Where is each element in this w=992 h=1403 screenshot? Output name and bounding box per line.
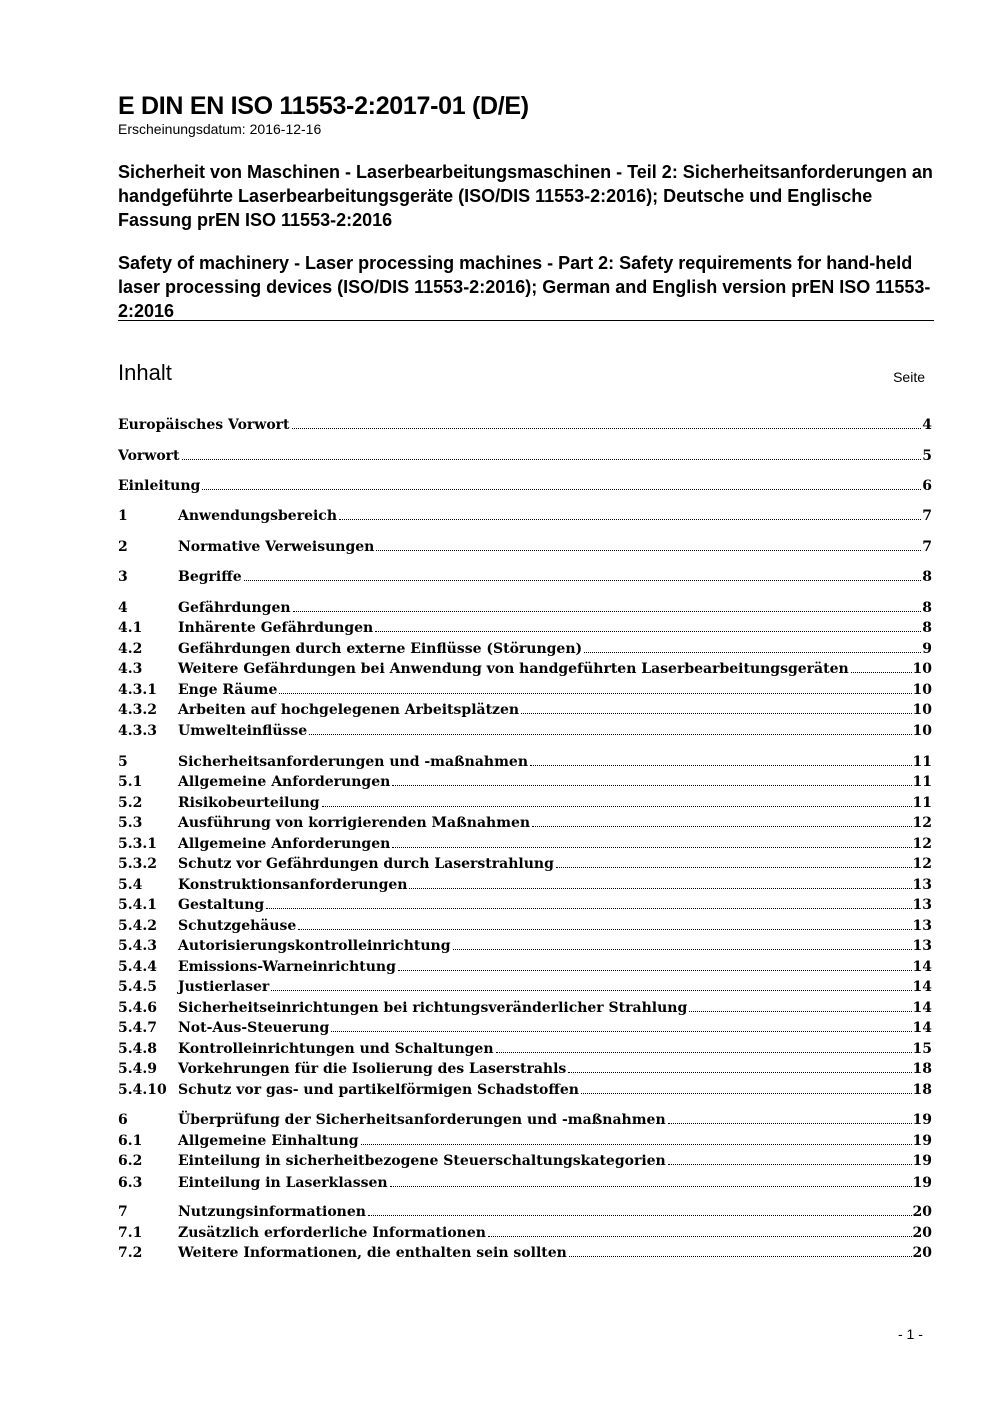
toc-dot-leader (279, 688, 911, 694)
toc-entry-number: 4.2 (118, 641, 143, 657)
toc-entry-number: 3 (118, 569, 128, 585)
toc-entry-title: Ausführung von korrigierenden Maßnahmen (178, 815, 531, 831)
toc-dot-leader (392, 780, 911, 786)
toc-entry[interactable] (118, 682, 932, 702)
toc-dot-leader (530, 760, 912, 766)
toc-dot-leader (398, 965, 912, 971)
toc-entry[interactable] (118, 774, 932, 794)
toc-dot-leader (292, 423, 922, 429)
toc-entry-title: Schutz vor gas- und partikelförmigen Schadstoffen (178, 1082, 579, 1098)
toc-entry-page: 11 (912, 754, 932, 770)
toc-dot-leader (568, 1067, 911, 1073)
toc-entry[interactable] (118, 856, 932, 876)
toc-dot-leader (851, 667, 912, 673)
toc-entry-number: 5 (118, 754, 128, 770)
toc-entry-page: 13 (912, 938, 932, 954)
toc-dot-leader (392, 842, 911, 848)
toc-entry-title: Weitere Gefährdungen bei Anwendung von handgeführten Laserbearbeitungsgeräten (178, 661, 849, 677)
toc-entry-title: Begriffe (178, 569, 242, 585)
toc-entry-page: 13 (912, 897, 932, 913)
toc-entry-page: 10 (912, 702, 932, 718)
toc-entry-page: 19 (912, 1112, 932, 1128)
toc-entry-title: Überprüfung der Sicherheitsanforderungen und -maßnahmen (178, 1112, 666, 1128)
toc-entry-page: 12 (912, 856, 932, 872)
toc-entry-number: 4.3.1 (118, 682, 157, 698)
toc-entry-page: 12 (912, 836, 932, 852)
toc-dot-leader (244, 575, 922, 581)
toc-dot-leader (668, 1118, 912, 1124)
toc-dot-leader (532, 821, 911, 827)
toc-entry-number: 5.4.1 (118, 897, 157, 913)
toc-entry-number: 4.1 (118, 620, 143, 636)
toc-entry-number: 5.4.8 (118, 1041, 157, 1057)
toc-entry-number: 5.4.4 (118, 959, 157, 975)
toc-dot-leader (298, 924, 911, 930)
toc-entry-number: 6 (118, 1112, 128, 1128)
toc-entry-page: 18 (912, 1061, 932, 1077)
toc-entry[interactable] (118, 979, 932, 999)
toc-entry[interactable] (118, 754, 932, 774)
toc-entry-page: 15 (912, 1041, 932, 1057)
toc-entry-title: Justierlaser (178, 979, 270, 995)
toc-entry-page: 20 (912, 1245, 932, 1261)
toc-dot-leader (409, 883, 911, 889)
toc-entry-page: 19 (912, 1175, 932, 1191)
toc-entry-page: 18 (912, 1082, 932, 1098)
toc-entry[interactable] (118, 1245, 932, 1265)
toc-entry-page: 10 (912, 661, 932, 677)
toc-entry-title: Sicherheitseinrichtungen bei richtungsveränderlicher Strahlung (178, 1000, 688, 1016)
toc-dot-leader (569, 1251, 912, 1257)
toc-entry-title: Anwendungsbereich (178, 508, 337, 524)
title-german: Sicherheit von Maschinen - Laserbearbeitungsmaschinen - Teil 2: Sicherheitsanforderungen an handgeführte Laserbearbeitungsgeräte (ISO/DIS 11553-2:2016); Deutsche und Englische Fassung prEN ISO 11553-2:2016 (118, 162, 933, 230)
toc-dot-leader (266, 903, 911, 909)
toc-dot-leader (496, 1047, 912, 1053)
publication-date-label: Erscheinungsdatum: (118, 121, 246, 137)
toc-dot-leader (581, 1088, 912, 1094)
toc-entry-page: 12 (912, 815, 932, 831)
toc-entry-page: 10 (912, 682, 932, 698)
toc-entry-page: 20 (912, 1204, 932, 1220)
toc-entry-number: 2 (118, 539, 128, 555)
toc-entry[interactable] (118, 1204, 932, 1224)
toc-entry[interactable] (118, 1153, 932, 1173)
toc-entry-title: Gefährdungen durch externe Einflüsse (Störungen) (178, 641, 583, 657)
toc-entry-number: 7.1 (118, 1225, 143, 1241)
toc-entry-number: 5.3 (118, 815, 143, 831)
toc-entry[interactable] (118, 1225, 932, 1245)
toc-entry-number: 5.2 (118, 795, 143, 811)
toc-entry-title: Sicherheitsanforderungen und -maßnahmen (178, 754, 529, 770)
toc-entry-title: Kontrolleinrichtungen und Schaltungen (178, 1041, 494, 1057)
toc-dot-leader (488, 1231, 912, 1237)
toc-heading: Inhalt (118, 360, 172, 385)
toc-entry[interactable] (118, 1112, 932, 1132)
toc-entry-number: 5.4.3 (118, 938, 157, 954)
toc-entry-title: Nutzungsinformationen (178, 1204, 366, 1220)
toc-entry[interactable] (118, 702, 932, 722)
toc-dot-leader (584, 647, 921, 653)
toc-entry-number: 7.2 (118, 1245, 143, 1261)
toc-entry-title: Allgemeine Anforderungen (178, 836, 391, 852)
toc-entry[interactable] (118, 661, 932, 681)
toc-entry-page: 5 (922, 448, 932, 464)
toc-entry-number: 5.4 (118, 877, 143, 893)
toc-entry-number: 5.4.5 (118, 979, 157, 995)
toc-entry[interactable] (118, 897, 932, 917)
toc-dot-leader (182, 454, 922, 460)
publication-date (118, 121, 321, 137)
toc-entry-number: 5.4.7 (118, 1020, 157, 1036)
toc-entry-page: 13 (912, 918, 932, 934)
toc-entry-title: Normative Verweisungen (178, 539, 375, 555)
toc-entry-page: 14 (912, 959, 932, 975)
toc-entry-title: Weitere Informationen, die enthalten sein sollten (178, 1245, 567, 1261)
toc-dot-leader (668, 1159, 912, 1165)
toc-entry-number: 4.3.3 (118, 723, 157, 739)
toc-entry-title: Inhärente Gefährdungen (178, 620, 374, 636)
toc-entry-page: 14 (912, 979, 932, 995)
toc-entry-title: Gestaltung (178, 897, 265, 913)
toc-entry[interactable] (118, 723, 932, 743)
toc-dot-leader (361, 1139, 912, 1145)
toc-entry-page: 6 (922, 478, 932, 494)
toc-entry-page: 9 (922, 641, 932, 657)
toc-entry-title: Vorwort (118, 448, 180, 464)
toc-dot-leader (202, 484, 921, 490)
toc-entry-number: 5.3.1 (118, 836, 157, 852)
toc-entry[interactable] (118, 815, 932, 835)
toc-dot-leader (368, 1210, 912, 1216)
toc-entry-page: 20 (912, 1225, 932, 1241)
toc-dot-leader (689, 1006, 911, 1012)
toc-entry[interactable] (118, 836, 932, 856)
toc-entry-number: 5.4.2 (118, 918, 157, 934)
toc-entry-title: Arbeiten auf hochgelegenen Arbeitsplätzen (178, 702, 520, 718)
toc-entry-title: Vorkehrungen für die Isolierung des Laserstrahls (178, 1061, 567, 1077)
toc-entry-number: 5.4.9 (118, 1061, 157, 1077)
toc-dot-leader (309, 729, 911, 735)
toc-entry-title: Umwelteinflüsse (178, 723, 308, 739)
toc-entry[interactable] (118, 1000, 932, 1020)
toc-entry-title: Allgemeine Einhaltung (178, 1133, 359, 1149)
toc-dot-leader (293, 606, 922, 612)
toc-entry-page: 4 (922, 417, 932, 433)
toc-entry[interactable] (118, 641, 932, 661)
toc-entry-page: 10 (912, 723, 932, 739)
toc-entry-title: Einleitung (118, 478, 201, 494)
toc-entry-number: 5.4.6 (118, 1000, 157, 1016)
toc-entry-title: Gefährdungen (178, 600, 291, 616)
toc-entry-page: 8 (922, 569, 932, 585)
toc-entry-title: Not-Aus-Steuerung (178, 1020, 330, 1036)
toc-entry[interactable] (118, 478, 932, 498)
toc-dot-leader (322, 801, 912, 807)
toc-dot-leader (390, 1181, 912, 1187)
toc-entry[interactable] (118, 1133, 932, 1153)
toc-entry[interactable] (118, 448, 932, 468)
toc-entry-title: Einteilung in Laserklassen (178, 1175, 388, 1191)
toc-entry[interactable] (118, 620, 932, 640)
toc-entry[interactable] (118, 1082, 932, 1102)
toc-entry-page: 11 (912, 774, 932, 790)
toc-entry[interactable] (118, 938, 932, 958)
toc-dot-leader (339, 514, 921, 520)
toc-entry-number: 4.3 (118, 661, 143, 677)
toc-dot-leader (376, 545, 921, 551)
toc-dot-leader (453, 944, 912, 950)
toc-dot-leader (271, 985, 911, 991)
toc-entry-number: 1 (118, 508, 128, 524)
toc-entry-number: 5.3.2 (118, 856, 157, 872)
toc-entry-title: Allgemeine Anforderungen (178, 774, 391, 790)
toc-dot-leader (331, 1026, 911, 1032)
toc-entry-page: 14 (912, 1000, 932, 1016)
toc-entry-page: 8 (922, 620, 932, 636)
toc-entry-title: Schutzgehäuse (178, 918, 297, 934)
toc-dot-leader (556, 862, 912, 868)
toc-entry-title: Schutz vor Gefährdungen durch Laserstrahlung (178, 856, 554, 872)
toc-entry-number: 6.3 (118, 1175, 143, 1191)
toc-entry-title: Zusätzlich erforderliche Informationen (178, 1225, 486, 1241)
toc-entry[interactable] (118, 877, 932, 897)
toc-entry[interactable] (118, 569, 932, 589)
toc-entry[interactable] (118, 795, 932, 815)
toc-entry-page: 14 (912, 1020, 932, 1036)
toc-entry-number: 6.1 (118, 1133, 143, 1149)
toc-entry[interactable] (118, 417, 932, 437)
title-divider (118, 320, 934, 321)
toc-page-column-label: Seite (893, 369, 925, 385)
toc-entry[interactable] (118, 959, 932, 979)
toc-entry[interactable] (118, 1041, 932, 1061)
toc-entry-number: 7 (118, 1204, 128, 1220)
toc-entry-number: 5.4.10 (118, 1082, 167, 1098)
toc-entry-title: Emissions-Warneinrichtung (178, 959, 396, 975)
page-number: - 1 - (898, 1326, 923, 1342)
toc-entry-number: 4.3.2 (118, 702, 157, 718)
toc-entry[interactable] (118, 1061, 932, 1081)
toc-entry-title: Autorisierungskontrolleinrichtung (178, 938, 451, 954)
publication-date-value: 2016-12-16 (249, 121, 322, 137)
toc-entry-page: 8 (922, 600, 932, 616)
toc-dot-leader (375, 626, 921, 632)
toc-entry-title: Konstruktionsanforderungen (178, 877, 408, 893)
toc-entry-number: 4 (118, 600, 128, 616)
toc-entry-page: 13 (912, 877, 932, 893)
toc-entry[interactable] (118, 539, 932, 559)
document-title: E DIN EN ISO 11553-2:2017-01 (D/E) (118, 92, 529, 120)
toc-entry-title: Europäisches Vorwort (118, 417, 290, 433)
title-english: Safety of machinery - Laser processing machines - Part 2: Safety requirements for hand-held laser processing devices (ISO/DIS 11553-2:2016); German and English version prEN ISO 11553-2:2016 (118, 253, 931, 321)
toc-entry-page: 7 (922, 539, 932, 555)
toc-dot-leader (521, 708, 911, 714)
toc-entry-page: 19 (912, 1153, 932, 1169)
toc-entry-number: 5.1 (118, 774, 143, 790)
toc-entry-page: 7 (922, 508, 932, 524)
toc-entry-title: Enge Räume (178, 682, 278, 698)
toc-entry[interactable] (118, 918, 932, 938)
toc-entry-number: 6.2 (118, 1153, 143, 1169)
toc-entry[interactable] (118, 1175, 932, 1195)
toc-entry-page: 19 (912, 1133, 932, 1149)
toc-entry-page: 11 (912, 795, 932, 811)
toc-entry[interactable] (118, 1020, 932, 1040)
toc-entry-title: Risikobeurteilung (178, 795, 320, 811)
toc-entry[interactable] (118, 600, 932, 620)
toc-entry[interactable] (118, 508, 932, 528)
toc-entry-title: Einteilung in sicherheitbezogene Steuerschaltungskategorien (178, 1153, 666, 1169)
